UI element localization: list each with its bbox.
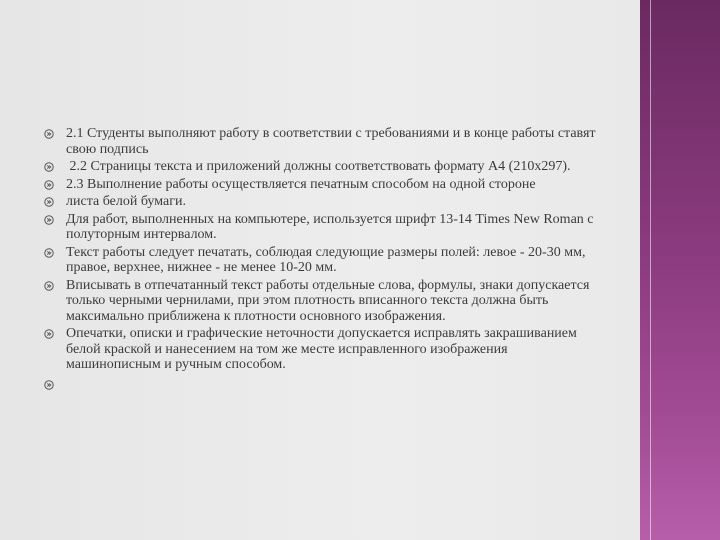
circle-arrow-bullet-icon (44, 180, 54, 190)
circle-arrow-bullet-icon (44, 329, 54, 339)
circle-arrow-bullet-icon (44, 129, 54, 139)
list-item-text: Для работ, выполненных на компьютере, используется шрифт 13-14 Times New Roman с полуторным интервалом. (66, 211, 594, 242)
circle-arrow-bullet-icon (44, 162, 54, 172)
list-item (42, 212, 602, 243)
list-item-text: Текст работы следует печатать, соблюдая следующие размеры полей: левое - 20-30 мм, правое, верхнее, нижнее - не менее 10-20 мм. (66, 244, 586, 275)
list-item-text: Опечатки, описки и графические неточности допускается исправлять закрашиванием белой краской и нанесением на том же месте исправленного изображения машинописным и ручным способом. (66, 326, 577, 372)
list-item (42, 126, 602, 157)
list-item (42, 326, 602, 373)
list-item-text: 2.1 Студенты выполняют работу в соответствии с требованиями и в конце работы ставят свою подпись (66, 126, 596, 157)
bullet-list (42, 126, 602, 394)
circle-arrow-bullet-icon (44, 380, 54, 390)
list-item (42, 177, 602, 193)
circle-arrow-bullet-icon (44, 281, 54, 291)
list-item-text: листа белой бумаги. (66, 194, 186, 209)
list-item (42, 159, 602, 175)
circle-arrow-bullet-icon (44, 197, 54, 207)
list-item-text (66, 377, 602, 393)
list-item-text: 2.2 Страницы текста и приложений должны соответствовать формату А4 (210х297). (66, 159, 571, 174)
circle-arrow-bullet-icon (44, 248, 54, 258)
list-item-text: Вписывать в отпечатанный текст работы отдельные слова, формулы, знаки допускается только черными чернилами, при этом плотность вписанного текста должна быть максимально приближена к плотности основного изображения. (66, 277, 590, 324)
list-item (42, 377, 602, 393)
decorative-side-bar (640, 0, 720, 540)
list-item-text: 2.3 Выполнение работы осуществляется печатным способом на одной стороне (66, 176, 536, 192)
side-bar-divider (650, 0, 651, 540)
circle-arrow-bullet-icon (44, 215, 54, 225)
list-item (42, 245, 602, 276)
list-item (42, 194, 602, 210)
list-item (42, 278, 602, 325)
